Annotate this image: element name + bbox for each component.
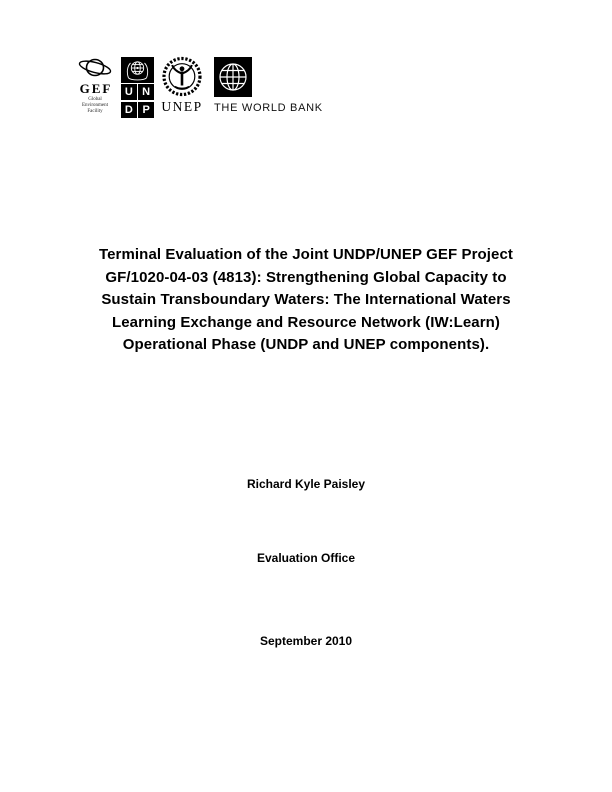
report-title-line: Operational Phase (UNDP and UNEP components). xyxy=(122,336,490,353)
issuing-office: Evaluation Office xyxy=(256,551,356,565)
undp-letter: U xyxy=(121,84,137,100)
world-bank-logo xyxy=(214,57,323,114)
unep-logo xyxy=(159,55,205,114)
undp-letter: P xyxy=(138,102,154,118)
world-bank-label: THE WORLD BANK xyxy=(214,102,323,114)
unep-acronym: UNEP xyxy=(161,99,203,114)
gef-tagline xyxy=(75,97,115,115)
gef-tagline-line: Facility xyxy=(87,109,103,114)
unep-emblem-icon xyxy=(161,55,203,99)
gef-logo xyxy=(75,55,115,115)
gef-tagline-line: Global xyxy=(88,97,102,102)
undp-letter-grid xyxy=(121,83,154,118)
publication-date: September 2010 xyxy=(259,634,353,648)
world-bank-globe-icon xyxy=(214,57,252,97)
report-title-line: Learning Exchange and Resource Network (IW:Learn) xyxy=(111,313,501,331)
report-title-line: Sustain Transboundary Waters: The International Waters xyxy=(101,291,511,308)
gef-tagline-line: Environment xyxy=(81,103,109,108)
report-title xyxy=(0,244,612,357)
gef-acronym: GEF xyxy=(79,81,113,96)
un-emblem-icon xyxy=(121,57,154,83)
undp-letter: D xyxy=(121,102,137,118)
author-name: Richard Kyle Paisley xyxy=(246,477,366,491)
logo-row xyxy=(75,55,323,118)
report-title-line: GF/1020-04-03 (4813): Strengthening Global Capacity to xyxy=(105,268,507,286)
gef-planet-icon xyxy=(77,55,113,81)
report-title-line: Terminal Evaluation of the Joint UNDP/UNEP GEF Project xyxy=(98,246,514,263)
undp-letter: N xyxy=(138,84,154,100)
undp-logo xyxy=(121,57,154,118)
